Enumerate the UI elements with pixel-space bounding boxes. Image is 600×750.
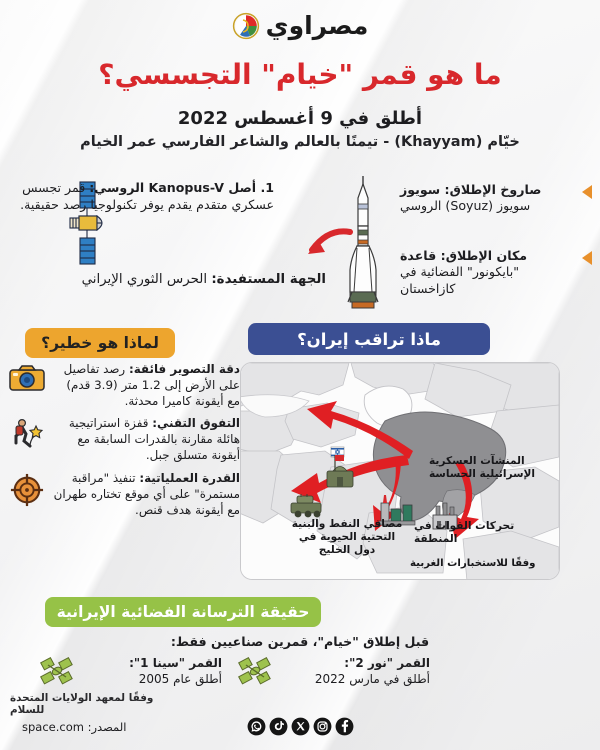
danger-item bbox=[8, 362, 240, 409]
launcher-text: سويوز (Soyuz) الروسي bbox=[400, 198, 531, 214]
danger-label-1: التفوق التقني: bbox=[152, 416, 240, 431]
beneficiary-text: الحرس الثوري الإيراني bbox=[81, 272, 208, 287]
tiktok-icon[interactable] bbox=[269, 717, 288, 736]
origin-fact bbox=[6, 180, 274, 213]
launch-site-fact bbox=[400, 248, 592, 297]
map-label-oil: مصافي النفط والبنية التحتية الحيوية في دول الخليج bbox=[291, 518, 403, 556]
brand-name: مصراوي bbox=[265, 11, 369, 40]
danger-item bbox=[8, 471, 240, 518]
sina-text: أطلق عام 2005 bbox=[138, 671, 222, 686]
danger-text-2: تنفيذ "مراقبة مستمرة" على أي موقع تختاره طهران مع أيقونة هدف قنص. bbox=[53, 470, 240, 517]
crosshair-target-icon bbox=[8, 471, 46, 507]
top-facts-section bbox=[0, 176, 600, 316]
arsenal-note: قبل إطلاق "خيام"، قمرين صناعيين فقط: bbox=[170, 634, 430, 649]
sina-label: القمر "سينا 1": bbox=[129, 656, 222, 670]
origin-text: قمر تجسس عسكري متقدم يقدم يوفر تكنولوجيا رصد حقيقية. bbox=[20, 180, 274, 212]
noor-label: القمر "نور 2": bbox=[344, 656, 430, 670]
danger-item bbox=[8, 416, 240, 463]
map-label-israel: المنشآت العسكرية الإسرائيلية الحساسة bbox=[429, 455, 536, 480]
noor-text: أطلق في مارس 2022 bbox=[314, 671, 430, 686]
danger-reasons-list bbox=[8, 362, 240, 525]
launcher-fact bbox=[400, 182, 592, 215]
arsenal-source-note: وفقًا لمعهد الولايات المتحدة للسلام bbox=[10, 692, 154, 716]
danger-label-2: القدرة العملياتية: bbox=[139, 470, 240, 485]
green-satellite-icon bbox=[40, 656, 74, 690]
curved-arrow-icon bbox=[288, 224, 354, 264]
satellite-sina-1 bbox=[40, 656, 222, 690]
triangle-bullet-icon bbox=[582, 251, 592, 265]
origin-label: 1. أصل Kanopus-V الروسي: bbox=[89, 180, 274, 195]
green-satellite-icon bbox=[238, 656, 272, 690]
launch-date-subtitle: أطلق في 9 أغسطس 2022 bbox=[177, 108, 423, 129]
launcher-label: صاروخ الإطلاق: سويوز bbox=[400, 182, 542, 197]
map-source-note: وفقًا للاستخبارات الغربية bbox=[410, 558, 536, 569]
whatsapp-icon[interactable] bbox=[247, 717, 266, 736]
map-label-troops: تحركات القوات في المنطقة bbox=[414, 520, 515, 545]
beneficiary-fact bbox=[6, 272, 326, 287]
facebook-icon[interactable] bbox=[335, 717, 354, 736]
danger-label-0: دقة التصوير فائقة: bbox=[128, 362, 240, 376]
danger-section-badge: لماذا هو خطير؟ bbox=[25, 328, 175, 358]
launch-site-text: "بايكونور" الفضائية في كازاخستان bbox=[400, 264, 520, 296]
beneficiary-label: الجهة المستفيدة: bbox=[211, 272, 326, 287]
masrawy-circle-logo-icon bbox=[232, 12, 260, 40]
arsenal-section-badge: حقيقة الترسانة الفضائية الإيرانية bbox=[45, 597, 321, 627]
footer bbox=[0, 708, 600, 750]
triangle-bullet-icon bbox=[582, 185, 592, 199]
name-origin-subtitle: خيّام (Khayyam) - تيمنًا بالعالم والشاعر الفارسي عمر الخيام bbox=[80, 134, 520, 150]
page-title: ما هو قمر "خيام" التجسسي؟ bbox=[98, 58, 502, 91]
climber-star-icon bbox=[8, 416, 46, 448]
x-twitter-icon[interactable] bbox=[291, 717, 310, 736]
instagram-icon[interactable] bbox=[313, 717, 332, 736]
launch-site-label: مكان الإطلاق: قاعدة bbox=[400, 248, 528, 263]
brand-header bbox=[0, 11, 600, 40]
footer-source: المصدر: space.com bbox=[22, 720, 127, 734]
satellite-noor-2 bbox=[238, 656, 430, 690]
watch-section-badge: ماذا تراقب إيران؟ bbox=[248, 323, 490, 355]
camera-icon bbox=[8, 362, 46, 392]
danger-text-0: رصد تفاصيل على الأرض إلى 1.2 متر (3.9 قدم) مع أيقونة كاميرا محدثة. bbox=[63, 362, 240, 408]
danger-text-1: قفزة استراتيجية هائلة مقارنة بالقدرات السابقة مع أيقونة متسلق جبل. bbox=[68, 416, 240, 463]
